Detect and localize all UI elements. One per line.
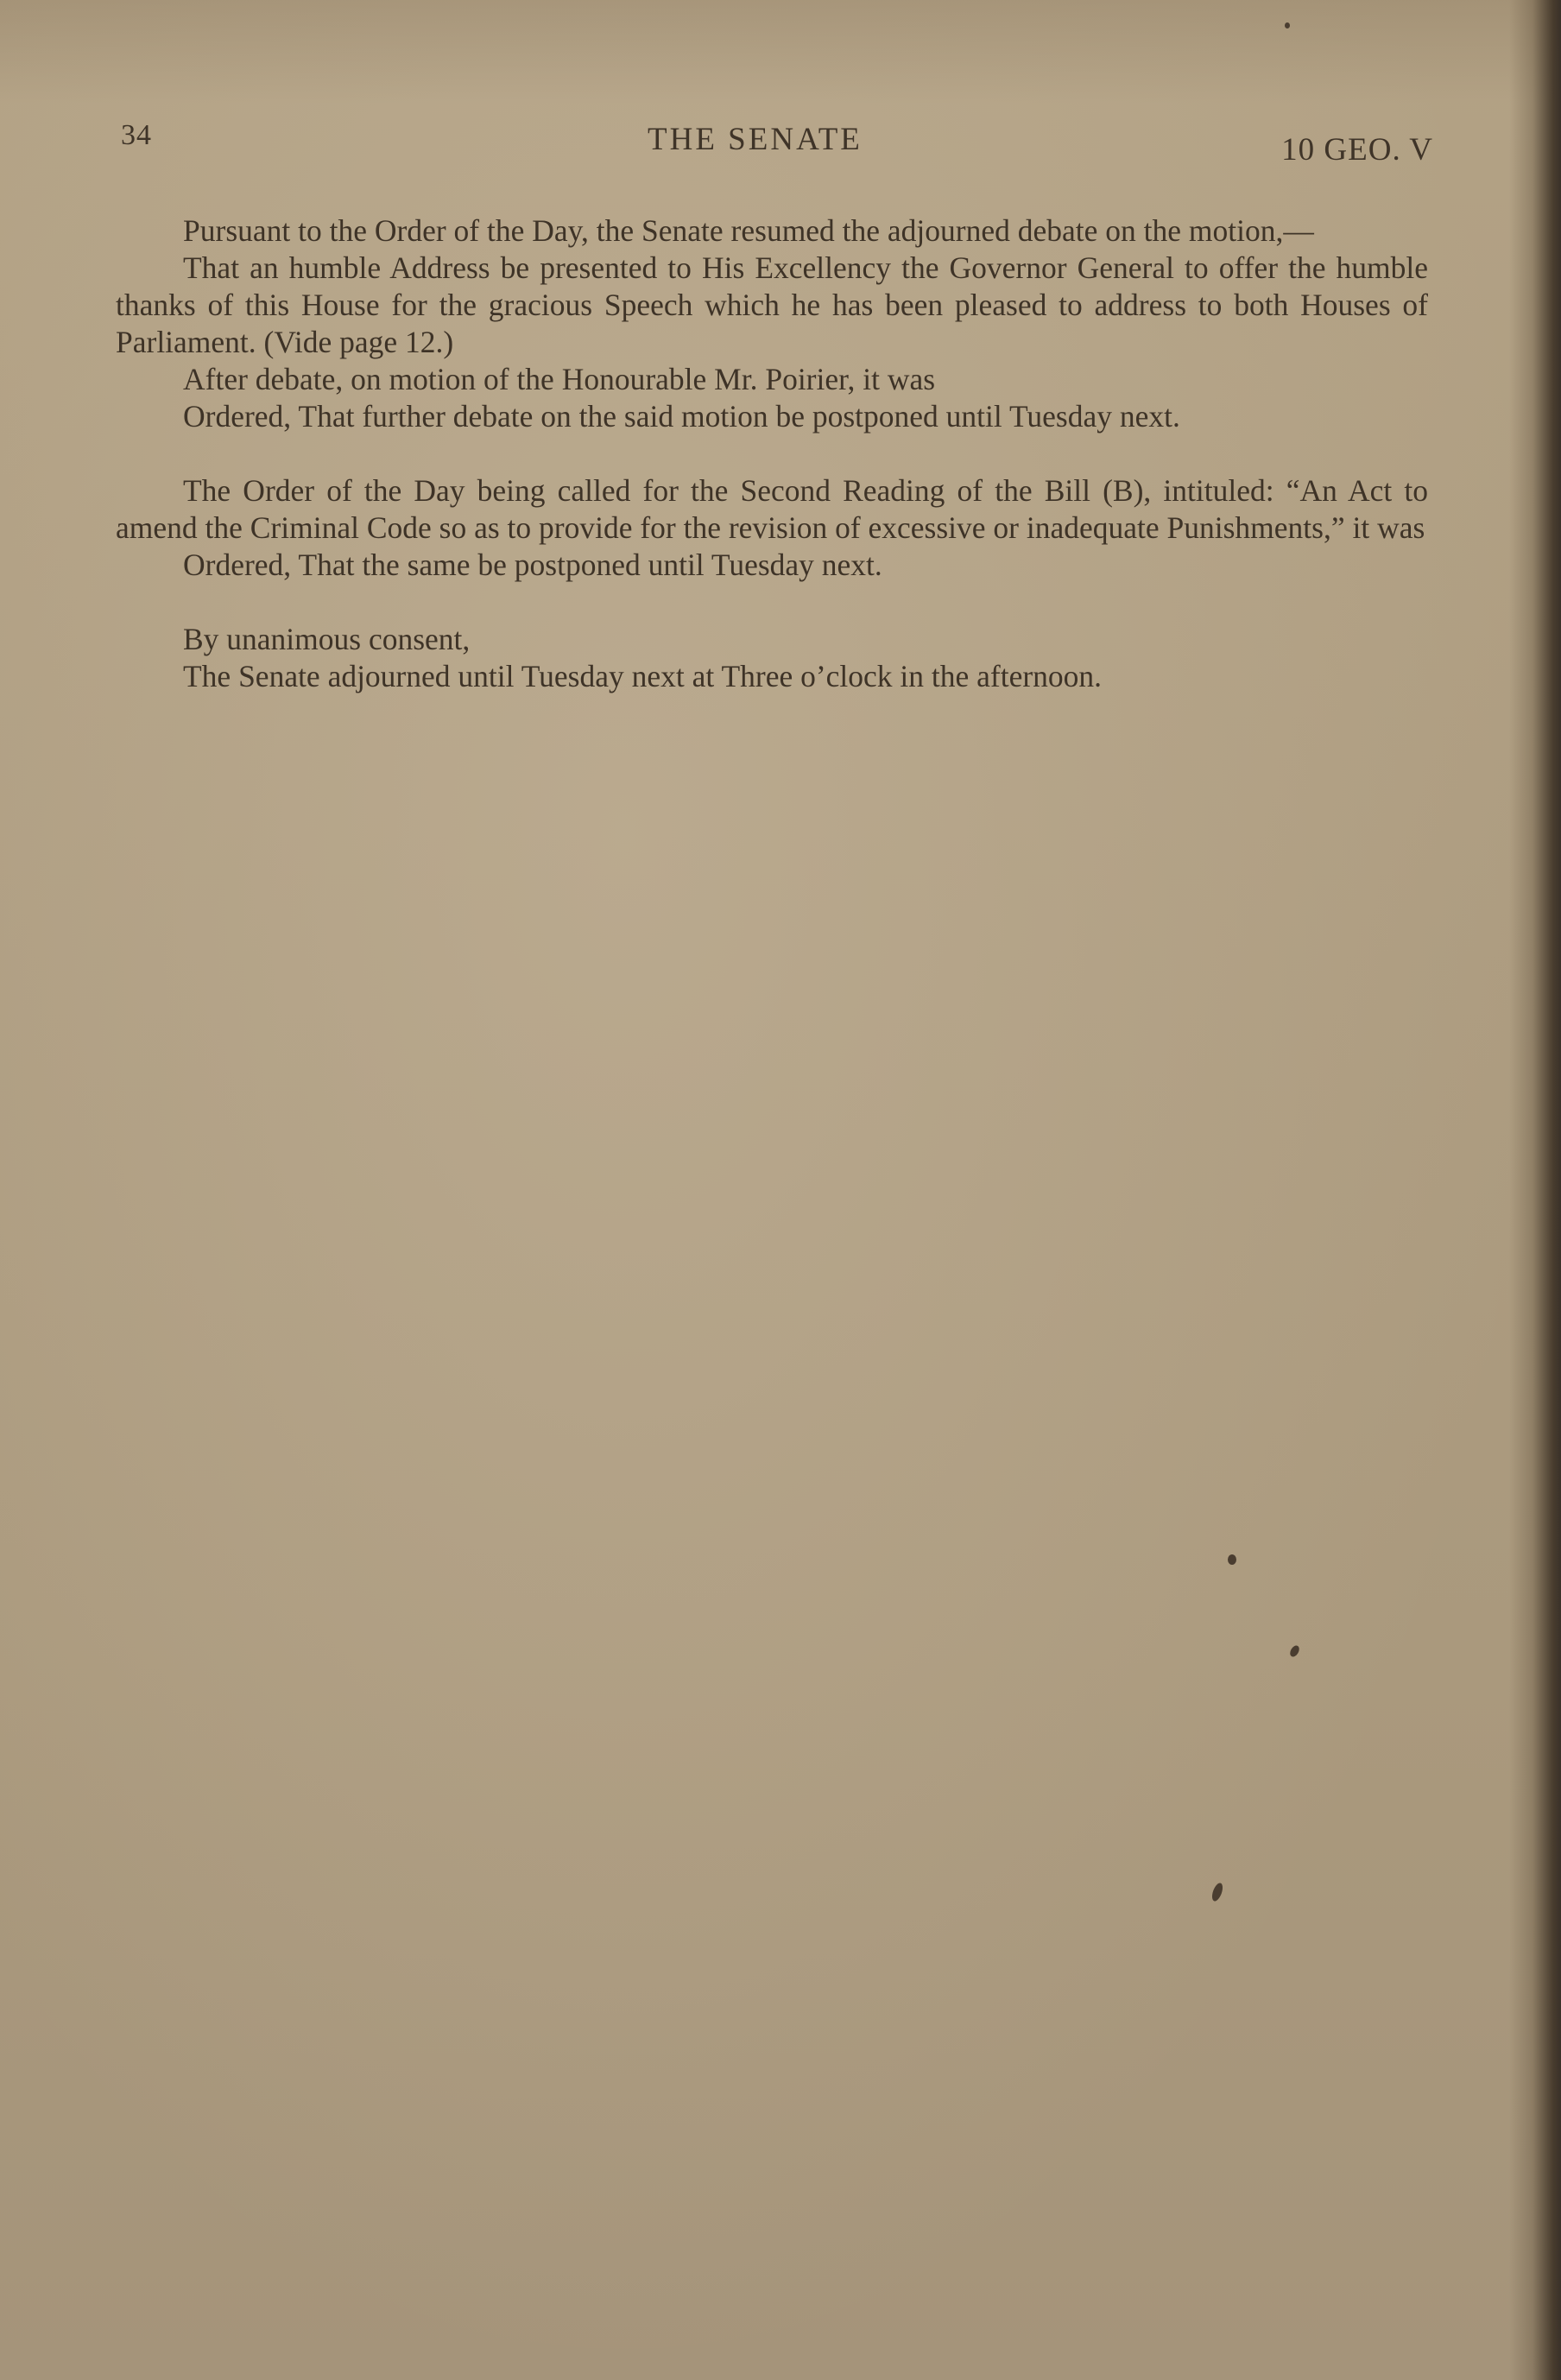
paragraph-adjournment: The Senate adjourned until Tuesday next at Three o’clock in the afternoon.	[183, 659, 1103, 693]
page-top-shading	[0, 0, 1561, 104]
paragraph-address-motion: That an humble Address be presented to His Excellency the Governor General to offer the humble thanks of this House for the gracious Speech which he has been pleased to address to both Houses of Parliament. (Vide page 12.)	[116, 250, 1428, 359]
paragraph-ordered-debate-postponed: Ordered, That further debate on the said motion be postponed until Tuesday next.	[183, 399, 1180, 434]
paper-speck	[1210, 1882, 1225, 1902]
regnal-year: 10 GEO. V	[1281, 132, 1433, 168]
paragraph-second-reading-bill-b: The Order of the Day being called for the Second Reading of the Bill (B), intituled: “An Act to amend the Criminal Code so as to provide for the revision of excessive or inadequate Punishments,” it was	[116, 473, 1428, 545]
paragraph-unanimous-consent: By unanimous consent,	[183, 622, 471, 656]
page-number: 34	[121, 119, 152, 151]
paragraph-after-debate: After debate, on motion of the Honourable Mr. Poirier, it was	[183, 362, 936, 396]
running-header	[121, 119, 1433, 168]
running-title: THE SENATE	[648, 122, 863, 157]
section-spacer	[116, 584, 1428, 621]
section-spacer	[116, 435, 1428, 472]
page-edge-shadow	[1509, 0, 1561, 2380]
paper-speck	[1285, 22, 1290, 28]
journal-body	[116, 212, 1428, 695]
paragraph-ordered-bill-postponed: Ordered, That the same be postponed until Tuesday next.	[183, 548, 882, 582]
paper-speck	[1288, 1644, 1301, 1659]
paragraph-resumed-debate: Pursuant to the Order of the Day, the Senate resumed the adjourned debate on the motion,—	[183, 213, 1314, 248]
paper-speck	[1228, 1554, 1236, 1565]
